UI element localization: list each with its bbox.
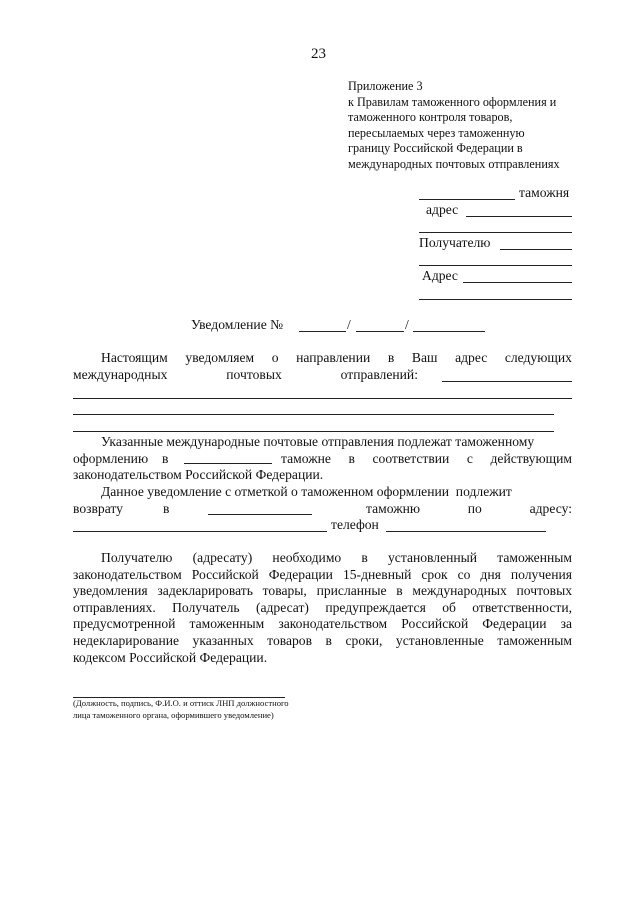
recipient-address-field[interactable] <box>463 282 572 283</box>
shipments-field[interactable] <box>442 381 572 382</box>
appendix-line: к Правилам таможенного оформления и <box>348 94 557 109</box>
shipments-field-line-4[interactable] <box>73 431 554 432</box>
notice-number-part-1[interactable] <box>299 331 346 332</box>
appendix-header <box>348 79 560 173</box>
appendix-line: Приложение 3 <box>348 79 423 93</box>
recipient-address-label: Адрес <box>422 268 458 283</box>
notice-separator: / <box>405 317 409 332</box>
recipient-field-line-2[interactable] <box>419 265 572 266</box>
customs-name-field[interactable] <box>419 199 515 200</box>
return-customs-field[interactable] <box>208 514 312 515</box>
shipments-field-line-2[interactable] <box>73 398 572 399</box>
address-label: адрес <box>426 202 459 217</box>
appendix-line: таможенного контроля товаров, <box>348 110 513 125</box>
phone-label: телефон <box>331 517 379 532</box>
recipient-label: Получателю <box>419 235 491 250</box>
notice-title: Уведомление № <box>191 317 284 332</box>
recipient-field[interactable] <box>500 249 572 250</box>
recipient-address-field-line-2[interactable] <box>419 299 572 300</box>
customs-office-field[interactable] <box>184 463 272 464</box>
address-field[interactable] <box>466 216 572 217</box>
appendix-line: границу Российской Федерации в <box>348 141 523 156</box>
address-field-line-2[interactable] <box>419 232 572 233</box>
notice-number-part-3[interactable] <box>413 331 485 332</box>
return-address-field[interactable] <box>73 531 327 532</box>
customs-label: таможня <box>519 185 570 200</box>
paragraph-obligation: Получателю (адресату) необходимо в установленный таможенным законодательством Российской Федерации 15-дневный срок со дня получения уведомления задекларировать товары, присланные в международных почтовых отправлениях. Получатель (адресат) предупреждается об ответственности, предусмотренной таможенным законодательством Российской Федерации за недекларирование указанных товаров в сроки, установленные таможенным кодексом Российской Федерации. <box>73 550 572 665</box>
signature-caption: (Должность, подпись, Ф.И.О. и оттиск ЛНП должностного лица таможенного органа, оформившего уведомление) <box>73 698 289 721</box>
notice-number-part-2[interactable] <box>356 331 404 332</box>
page-number: 23 <box>311 46 326 62</box>
paragraph-clearance: Указанные международные почтовые отправления подлежат таможенному оформлению в таможне в соответствии с действующим законодательством Российской Федерации. <box>73 434 572 483</box>
paragraph-return: Данное уведомление с отметкой о таможенном оформлении подлежит возврату в таможню по адресу: <box>73 484 572 516</box>
appendix-line: международных почтовых отправлениях <box>348 156 560 171</box>
paragraph-notification: Настоящим уведомляем о направлении в Ваш адрес следующих международных почтовых отправлений: <box>73 350 572 382</box>
appendix-line: пересылаемых через таможенную <box>348 125 525 140</box>
notice-separator: / <box>347 317 351 332</box>
shipments-field-line-3[interactable] <box>73 414 554 415</box>
phone-field[interactable] <box>386 531 546 532</box>
